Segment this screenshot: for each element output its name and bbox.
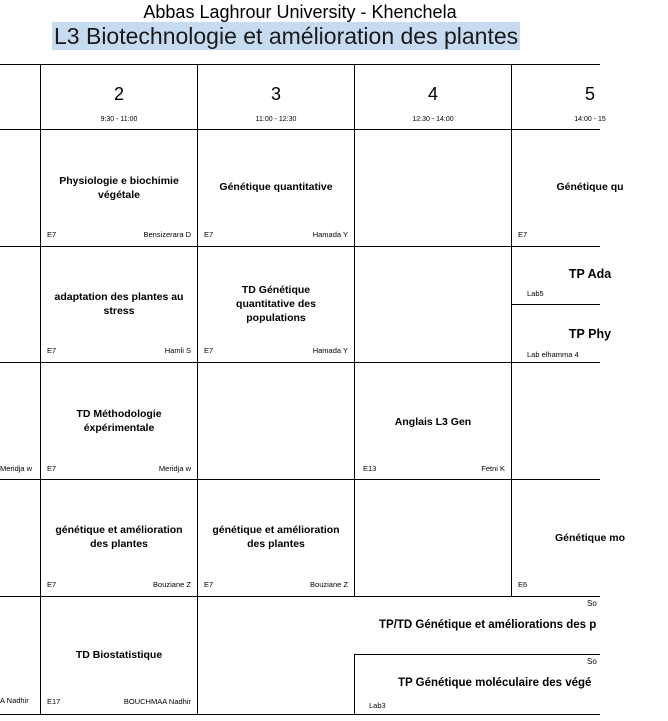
course-name: TP Ada bbox=[568, 267, 612, 281]
course-name: Génétique qu bbox=[556, 181, 624, 193]
column-header-3 bbox=[198, 64, 354, 129]
teacher-name: BOUCHMAA Nadhir bbox=[123, 697, 191, 706]
grid-line bbox=[354, 64, 355, 596]
course-name: TP Phy bbox=[568, 327, 612, 341]
course-name: Physiologie e biochimie végétale bbox=[59, 175, 179, 201]
program-title: L3 Biotechnologie et amélioration des plantes bbox=[54, 23, 519, 49]
course-name: génétique et amélioration des plantes bbox=[212, 524, 340, 550]
teacher-name: Hamli S bbox=[164, 346, 191, 355]
teacher-name: Fetni K bbox=[481, 464, 505, 473]
column-header-4 bbox=[355, 64, 511, 129]
schedule-cell bbox=[198, 130, 354, 246]
schedule-cell bbox=[41, 130, 197, 246]
teacher-name: Bouziane Z bbox=[153, 580, 191, 589]
column-number: 4 bbox=[427, 84, 438, 104]
schedule-cell bbox=[355, 597, 600, 654]
page-header bbox=[0, 0, 600, 60]
schedule-cell bbox=[512, 247, 668, 304]
schedule-cell bbox=[41, 247, 197, 362]
room-label: E7 bbox=[204, 580, 214, 589]
schedule-cell bbox=[198, 480, 354, 596]
room-label: E17 bbox=[47, 697, 61, 706]
room-label: E7 bbox=[47, 346, 57, 355]
schedule-cell bbox=[355, 363, 511, 479]
column-time: 14:00 - 15 bbox=[574, 116, 606, 123]
column-time: 12:30 - 14:00 bbox=[412, 116, 454, 123]
room-label: E7 bbox=[47, 580, 57, 589]
teacher-name: Meridja w bbox=[0, 464, 33, 473]
schedule-cell bbox=[512, 480, 668, 596]
course-name: adaptation des plantes au stress bbox=[54, 291, 184, 317]
teacher-name: A Nadhir bbox=[0, 696, 29, 705]
schedule-cell bbox=[41, 363, 197, 479]
room-label: E7 bbox=[204, 346, 214, 355]
course-name: Génétique quantitative bbox=[219, 181, 333, 193]
room-label: Lab5 bbox=[527, 289, 544, 298]
group-tag: So bbox=[587, 599, 597, 608]
room-label: E7 bbox=[47, 464, 57, 473]
room-label: Lab elhamma 4 bbox=[527, 350, 579, 359]
room-label: E6 bbox=[518, 580, 528, 589]
course-name: TP/TD Génétique et améliorations des p bbox=[379, 619, 597, 631]
room-label: E13 bbox=[363, 464, 377, 473]
schedule-cell bbox=[198, 247, 354, 362]
course-name: génétique et amélioration des plantes bbox=[55, 524, 183, 550]
course-name: TP Génétique moléculaire des végé bbox=[398, 677, 592, 689]
column-number: 3 bbox=[270, 84, 281, 104]
teacher-name: Meridja w bbox=[158, 464, 191, 473]
room-label: Lab3 bbox=[369, 701, 386, 710]
schedule-cell bbox=[41, 597, 197, 714]
column-time: 9:30 - 11:00 bbox=[100, 116, 138, 123]
schedule-cell bbox=[512, 305, 668, 362]
teacher-name: Bensizerara D bbox=[143, 230, 191, 239]
column-time: 11:00 - 12:30 bbox=[255, 116, 297, 123]
course-name: TD Génétique quantitative des populations bbox=[236, 284, 316, 324]
column-header-5 bbox=[512, 64, 668, 129]
column-number: 2 bbox=[113, 84, 124, 104]
schedule-cell bbox=[41, 480, 197, 596]
schedule-cell bbox=[355, 655, 600, 714]
teacher-name: Hamada Y bbox=[312, 346, 348, 355]
university-name: Abbas Laghrour University - Khenchela bbox=[143, 2, 457, 22]
timetable bbox=[0, 64, 625, 721]
room-label: E7 bbox=[204, 230, 214, 239]
teacher-name: Bouziane Z bbox=[310, 580, 348, 589]
room-label: E7 bbox=[47, 230, 57, 239]
room-label: E7 bbox=[518, 230, 528, 239]
column-number: 5 bbox=[584, 84, 595, 104]
grid-line bbox=[0, 714, 600, 715]
column-header-2 bbox=[41, 64, 197, 129]
schedule-cell bbox=[512, 130, 668, 246]
course-name: Anglais L3 Gen bbox=[394, 416, 472, 428]
teacher-name: Hamada Y bbox=[312, 230, 348, 239]
group-tag: So bbox=[587, 657, 597, 666]
course-name: Génétique mo bbox=[554, 532, 625, 544]
course-name: TD Biostatistique bbox=[75, 649, 163, 661]
course-name: TD Méthodologie éxpérimentale bbox=[76, 408, 162, 434]
